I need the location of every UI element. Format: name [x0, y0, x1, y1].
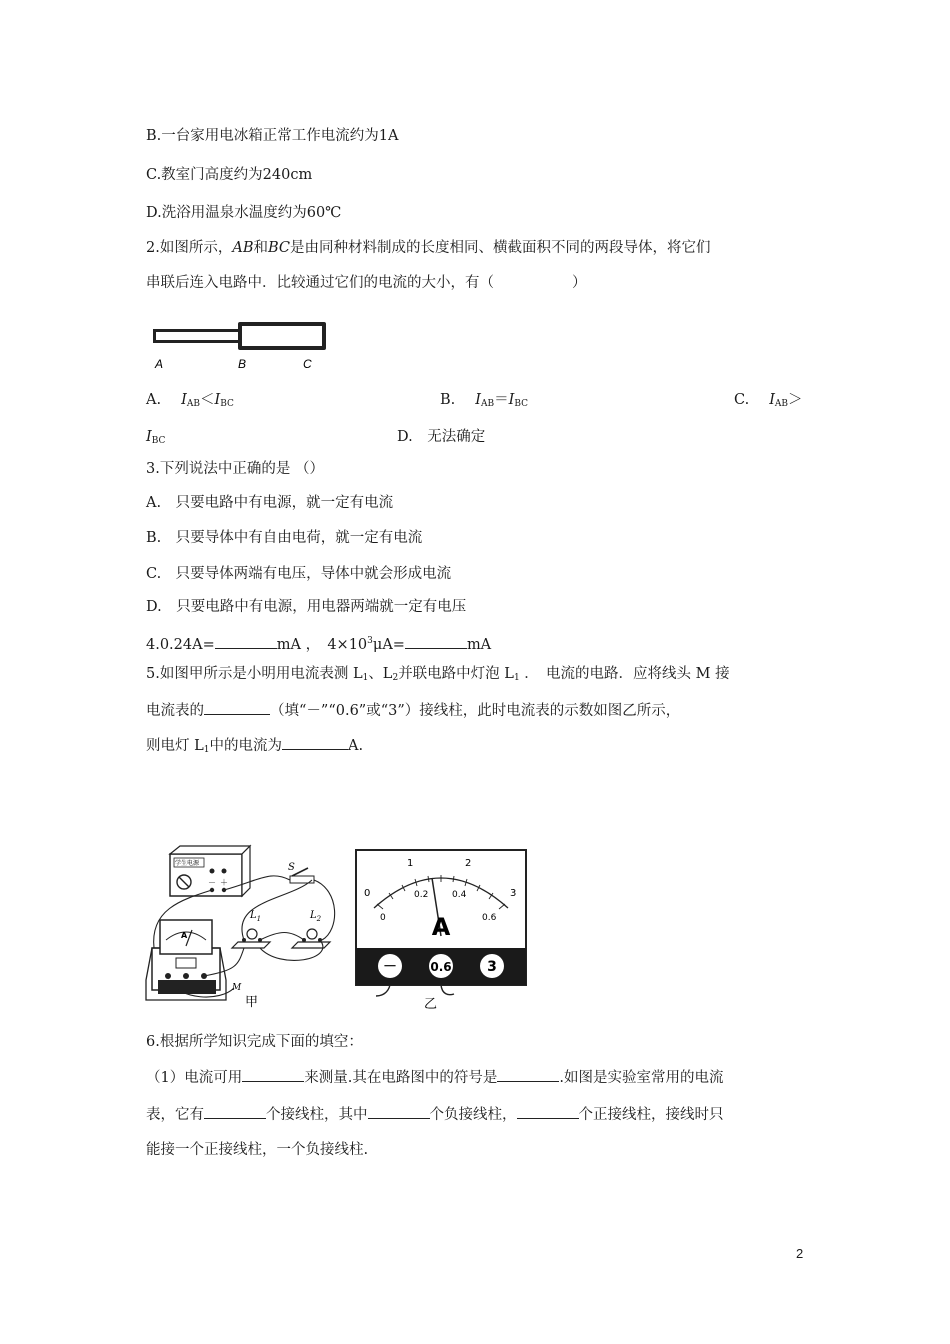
question-2-line-1: [146, 238, 711, 258]
rel-gt: ＞: [788, 392, 803, 408]
q5-blank-1[interactable]: [204, 700, 270, 715]
q5-l3-c: A.: [347, 738, 364, 754]
q5-sub1: 1: [362, 673, 369, 683]
q3-option-b: B. 只要导体中有自由电荷，就一定有电流: [146, 530, 423, 546]
q5-l2-b: （填“－”“0.6”或“3”）接线柱，此时电流表的示数如图乙所示，: [270, 703, 681, 719]
conductor-bc-inner: [242, 326, 322, 346]
terminal-06-label: 0.6: [430, 960, 452, 974]
q2-option-b: [440, 390, 528, 414]
q4-blank-2[interactable]: [405, 634, 467, 649]
q6-l1-a: （1）电流可用: [146, 1070, 243, 1086]
q5-l3-a: 则电灯 L: [146, 738, 204, 754]
label-a: A: [155, 357, 164, 371]
i-symbol: I: [475, 392, 481, 408]
q4-blank-1[interactable]: [215, 634, 277, 649]
tick-inner-2: 0.4: [452, 890, 467, 900]
q6-l2-d: 个正接线柱，接线时只: [578, 1107, 724, 1123]
q2-opt-c-label: C.: [734, 392, 750, 408]
q5-l3-b: 中的电流为: [209, 738, 282, 754]
ammeter-figure-yi: [352, 848, 530, 1013]
q4-a: 4.0.24A=: [146, 637, 215, 653]
lamp2-label: $L_2$: [310, 910, 322, 923]
q6-blank-4[interactable]: [368, 1104, 430, 1119]
q2-ab: AB: [232, 240, 254, 256]
q5-blank-2[interactable]: [282, 735, 348, 750]
tick-outer-1: 1: [407, 858, 414, 869]
tick-inner-1: 0.2: [414, 890, 429, 900]
i-symbol: I: [181, 392, 187, 408]
q5-l3-sub: 1: [203, 745, 210, 755]
question-5-line-2: [146, 700, 680, 721]
i-symbol: I: [508, 392, 515, 408]
lamp1-bulb-icon: [247, 929, 257, 939]
option-d-water: D.洗浴用温泉水温度约为60℃: [146, 205, 342, 221]
q6-l2-a: 表，它有: [146, 1107, 204, 1123]
tick-inner-0: 0: [380, 913, 386, 923]
sub-bc: BC: [514, 399, 529, 409]
q2-opt-b-label: B.: [440, 392, 456, 408]
question-2-line-2: [146, 273, 587, 293]
wire: [260, 933, 304, 941]
question-6-line-1: [146, 1067, 723, 1088]
i-symbol: I: [769, 392, 775, 408]
power-supply-top: [170, 846, 250, 854]
q5-sub2: 2: [392, 673, 399, 683]
q4-d: mA: [466, 637, 492, 653]
q2-opt-a-label: A.: [146, 392, 162, 408]
question-6: 6.根据所学知识完成下面的填空：: [146, 1034, 363, 1050]
lamp1-base: [232, 942, 270, 948]
q2-and: 和: [253, 240, 268, 256]
tick-outer-2: 2: [465, 858, 472, 869]
q3-option-d: D. 只要电路中有电源，用电器两端就一定有电压: [146, 599, 467, 615]
sub-ab: AB: [186, 399, 200, 409]
q2-option-a: [146, 390, 234, 414]
q2-option-c-cont: [146, 427, 165, 451]
power-label: 学生电源: [175, 860, 200, 867]
tick-outer-0: 0: [364, 888, 371, 899]
conductor-figure: [150, 318, 330, 374]
label-b: B: [238, 357, 247, 371]
question-6-line-2: [146, 1104, 724, 1125]
q2-rest: 是由同种材料制成的长度相同、横截面积不同的两段导体，将它们: [290, 240, 711, 256]
question-5-line-1: [146, 664, 730, 688]
power-supply-side: [242, 846, 250, 896]
sub-ab: AB: [481, 399, 495, 409]
circuit-figure-jia: [140, 840, 350, 1012]
q5-sub3: 1: [513, 673, 520, 683]
sub-ab: AB: [774, 399, 789, 409]
q2-line2: 串联后连入电路中．比较通过它们的电流的大小，有（: [146, 275, 494, 291]
power-minus: －: [208, 878, 216, 887]
wire-m-label: M: [232, 983, 242, 993]
q2-bc: BC: [267, 240, 291, 256]
q6-l2-c: 个负接线柱，: [429, 1107, 517, 1123]
q6-blank-5[interactable]: [517, 1104, 579, 1119]
question-4: [146, 631, 491, 655]
q6-blank-3[interactable]: [204, 1104, 266, 1119]
q2-prefix: 2.如图所示，: [146, 240, 233, 256]
q5-a: 5.如图甲所示是小明用电流表测 L: [146, 666, 363, 682]
q5-d: ． 电流的电路．应将线头 M 接: [519, 666, 730, 682]
rel-lt: ＜: [199, 392, 215, 408]
power-plus: ＋: [220, 878, 228, 887]
q3-option-a: A. 只要电路中有电源，就一定有电流: [146, 495, 394, 511]
rel-eq: ＝: [494, 392, 509, 408]
label-c: C: [303, 357, 312, 371]
question-5-line-3: [146, 735, 363, 760]
tick-outer-3: 3: [510, 888, 517, 899]
option-b-fridge: B.一台家用电冰箱正常工作电流约为1A: [146, 128, 399, 144]
figure-yi-caption: 乙: [424, 997, 438, 1012]
i-symbol: I: [146, 429, 152, 445]
question-6-line-3: 能接一个正接线柱，一个负接线柱.: [146, 1142, 369, 1158]
power-terminal-icon: [210, 869, 215, 874]
q6-l2-b: 个接线柱，其中: [266, 1107, 368, 1123]
q4-b: mA ， 4×10: [276, 637, 368, 653]
q2-close: ）: [572, 275, 587, 291]
tick-inner-3: 0.6: [482, 913, 497, 923]
lead-wire: [441, 985, 454, 995]
terminal-3-label: 3: [487, 959, 497, 975]
wire: [314, 880, 335, 940]
ammeter-letter: A: [181, 931, 188, 940]
ammeter-terminal-strip: [158, 980, 216, 994]
q3-option-c: C. 只要导体两端有电压，导体中就会形成电流: [146, 566, 452, 582]
q5-b: 、L: [368, 666, 393, 682]
question-3: 3.下列说法中正确的是 （）: [146, 461, 324, 477]
q4-c: μA=: [372, 637, 405, 653]
q2-option-d: D. 无法确定: [397, 429, 486, 445]
figure-jia-caption: 甲: [245, 995, 259, 1010]
sub-bc: BC: [151, 436, 166, 446]
power-terminal-icon: [222, 869, 227, 874]
q6-l1-c: .如图是实验室常用的电流: [559, 1070, 724, 1086]
dial-unit: A: [431, 913, 451, 941]
switch-label: S: [288, 862, 295, 873]
lead-wire: [376, 985, 390, 996]
page-number: 2: [796, 1246, 804, 1261]
q5-c: 并联电路中灯泡 L: [398, 666, 514, 682]
q5-l2-a: 电流表的: [146, 703, 204, 719]
option-c-door: C.教室门高度约为240cm: [146, 167, 313, 183]
lamp2-base: [292, 942, 330, 948]
q4-exp: 3: [367, 636, 373, 646]
terminal-minus-label: －: [383, 959, 397, 975]
lamp2-bulb-icon: [307, 929, 317, 939]
q6-blank-2[interactable]: [497, 1067, 559, 1082]
conductor-ab-inner: [156, 332, 242, 340]
sub-bc: BC: [220, 399, 234, 409]
lamp1-label: $L_1$: [250, 910, 262, 923]
q6-l1-b: 来测量.其在电路图中的符号是: [304, 1070, 498, 1086]
i-symbol: I: [214, 392, 221, 408]
q2-option-c: [734, 390, 803, 414]
q6-blank-1[interactable]: [242, 1067, 304, 1082]
